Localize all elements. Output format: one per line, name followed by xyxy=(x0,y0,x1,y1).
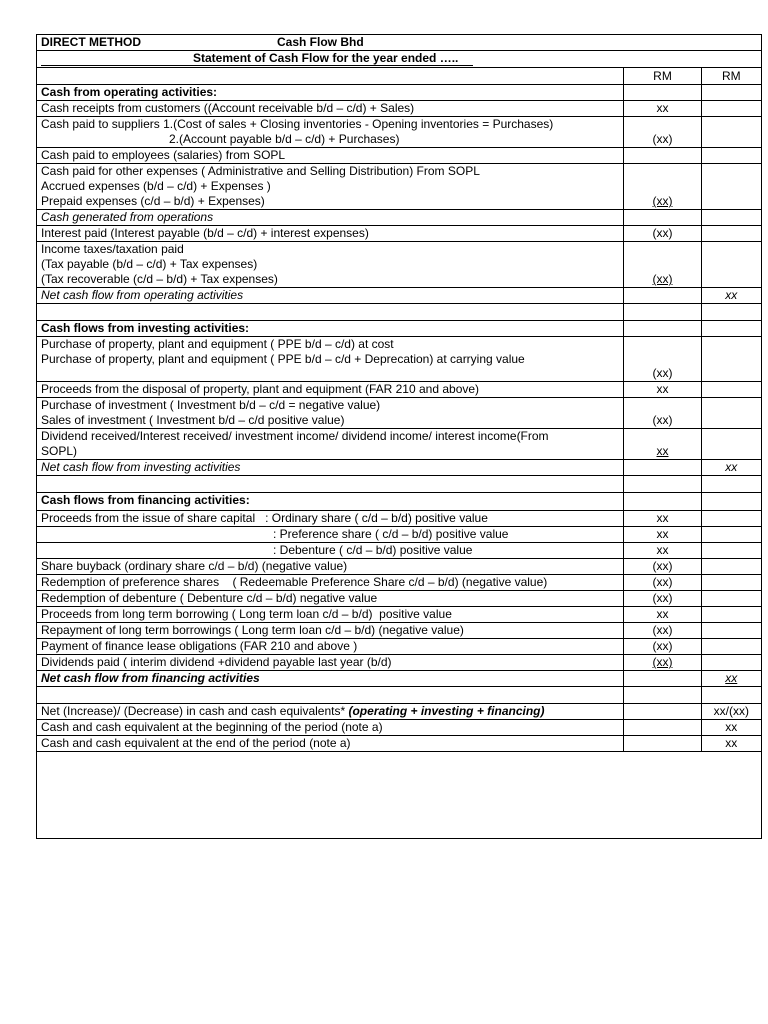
table-row xyxy=(37,429,762,460)
table-row xyxy=(37,337,762,382)
blank-area-row xyxy=(37,752,762,839)
line-item: Cash paid to suppliers 1.(Cost of sales + Closing inventories - Opening inventories = Purchases) 2.(Account payable b/d – c/d) + Purchases) xyxy=(37,117,624,148)
amount: xx xyxy=(624,429,701,460)
line-item: Net cash flow from financing activities xyxy=(37,671,624,687)
amount: (xx) xyxy=(624,559,701,575)
table-row xyxy=(37,671,762,687)
method-label: DIRECT METHOD xyxy=(41,35,141,49)
amount: xx xyxy=(624,607,701,623)
line-item: Interest paid (Interest payable (b/d – c/d) + interest expenses) xyxy=(37,226,624,242)
amount: xx xyxy=(624,527,701,543)
table-row xyxy=(37,639,762,655)
total-amount: xx xyxy=(701,736,761,752)
table-row xyxy=(37,210,762,226)
cash-flow-table xyxy=(36,34,762,839)
table-row xyxy=(37,511,762,527)
table-row xyxy=(37,288,762,304)
column-header-row xyxy=(37,68,762,85)
table-row xyxy=(37,704,762,720)
amount: (xx) xyxy=(624,337,701,382)
line-item: Cash and cash equivalent at the end of the period (note a) xyxy=(37,736,624,752)
total-amount: xx xyxy=(701,460,761,476)
table-row xyxy=(37,226,762,242)
table-row xyxy=(37,655,762,671)
amount: (xx) xyxy=(624,226,701,242)
table-row xyxy=(37,736,762,752)
table-row xyxy=(37,382,762,398)
table-row xyxy=(37,575,762,591)
line-item: Payment of finance lease obligations (FAR 210 and above ) xyxy=(37,639,624,655)
amount: xx xyxy=(624,382,701,398)
line-item: : Debenture ( c/d – b/d) positive value xyxy=(37,543,624,559)
rm-column-1: RM xyxy=(624,68,701,85)
line-item: Dividends paid ( interim dividend +dividend payable last year (b/d) xyxy=(37,655,624,671)
line-item: Cash paid for other expenses ( Administrative and Selling Distribution) From SOPL Accrued expenses (b/d – c/d) + Expenses ) Prepaid expenses (c/d – b/d) + Expenses) xyxy=(37,164,624,210)
amount: (xx) xyxy=(624,242,701,288)
line-item: Cash generated from operations xyxy=(37,210,624,226)
table-row xyxy=(37,607,762,623)
table-row xyxy=(37,543,762,559)
table-row xyxy=(37,591,762,607)
line-item: Proceeds from long term borrowing ( Long term loan c/d – b/d) positive value xyxy=(37,607,624,623)
table-row xyxy=(37,148,762,164)
line-item: Share buyback (ordinary share c/d – b/d) (negative value) xyxy=(37,559,624,575)
line-item: Dividend received/Interest received/ investment income/ dividend income/ interest income(From SOPL) xyxy=(37,429,624,460)
amount: (xx) xyxy=(624,117,701,148)
table-row xyxy=(37,117,762,148)
amount: (xx) xyxy=(624,655,701,671)
table-row xyxy=(37,398,762,429)
amount: (xx) xyxy=(624,164,701,210)
statement-title: Statement of Cash Flow for the year ended ….. xyxy=(193,51,459,65)
amount: xx xyxy=(624,543,701,559)
line-item: Cash paid to employees (salaries) from SOPL xyxy=(37,148,624,164)
line-item: Income taxes/taxation paid (Tax payable (b/d – c/d) + Tax expenses) (Tax recoverable (c/d – b/d) + Tax expenses) xyxy=(37,242,624,288)
line-item: Proceeds from the disposal of property, plant and equipment (FAR 210 and above) xyxy=(37,382,624,398)
table-row xyxy=(37,623,762,639)
line-item: Purchase of property, plant and equipment ( PPE b/d – c/d) at cost Purchase of property, plant and equipment ( PPE b/d – c/d + Deprecation) at carrying value xyxy=(37,337,624,382)
amount: (xx) xyxy=(624,639,701,655)
table-row xyxy=(37,242,762,288)
rm-column-2: RM xyxy=(701,68,761,85)
amount: (xx) xyxy=(624,591,701,607)
line-item: Net cash flow from investing activities xyxy=(37,460,624,476)
line-item: Cash receipts from customers ((Account receivable b/d – c/d) + Sales) xyxy=(37,101,624,117)
line-item: : Preference share ( c/d – b/d) positive value xyxy=(37,527,624,543)
amount: (xx) xyxy=(624,398,701,429)
line-item: Purchase of investment ( Investment b/d – c/d = negative value) Sales of investment ( Investment b/d – c/d positive value) xyxy=(37,398,624,429)
table-row xyxy=(37,164,762,210)
total-amount: xx xyxy=(701,288,761,304)
table-row xyxy=(37,720,762,736)
financing-heading: Cash flows from financing activities: xyxy=(37,493,624,511)
investing-heading: Cash flows from investing activities: xyxy=(37,321,624,337)
table-row xyxy=(37,101,762,117)
table-row xyxy=(37,559,762,575)
line-item: Redemption of preference shares ( Redeemable Preference Share c/d – b/d) (negative value) xyxy=(37,575,624,591)
operating-heading-row xyxy=(37,85,762,101)
amount: (xx) xyxy=(624,623,701,639)
spacer-row xyxy=(37,476,762,493)
table-row xyxy=(37,527,762,543)
header-row xyxy=(37,35,762,51)
company-name: Cash Flow Bhd xyxy=(277,35,364,49)
table-row xyxy=(37,460,762,476)
investing-heading-row xyxy=(37,321,762,337)
financing-heading-row xyxy=(37,493,762,511)
line-item: Proceeds from the issue of share capital : Ordinary share ( c/d – b/d) positive value xyxy=(37,511,624,527)
line-item: Repayment of long term borrowings ( Long term loan c/d – b/d) (negative value) xyxy=(37,623,624,639)
amount: (xx) xyxy=(624,575,701,591)
total-amount: xx xyxy=(701,720,761,736)
spacer-row xyxy=(37,304,762,321)
line-item: Redemption of debenture ( Debenture c/d – b/d) negative value xyxy=(37,591,624,607)
statement-row xyxy=(37,51,762,68)
line-item: Net cash flow from operating activities xyxy=(37,288,624,304)
total-amount: xx/(xx) xyxy=(701,704,761,720)
line-item: Net (Increase)/ (Decrease) in cash and cash equivalents* (operating + investing + financing) xyxy=(37,704,624,720)
operating-heading: Cash from operating activities: xyxy=(37,85,624,101)
total-amount: xx xyxy=(701,671,761,687)
spacer-row xyxy=(37,687,762,704)
amount: xx xyxy=(624,101,701,117)
amount: xx xyxy=(624,511,701,527)
line-item: Cash and cash equivalent at the beginning of the period (note a) xyxy=(37,720,624,736)
